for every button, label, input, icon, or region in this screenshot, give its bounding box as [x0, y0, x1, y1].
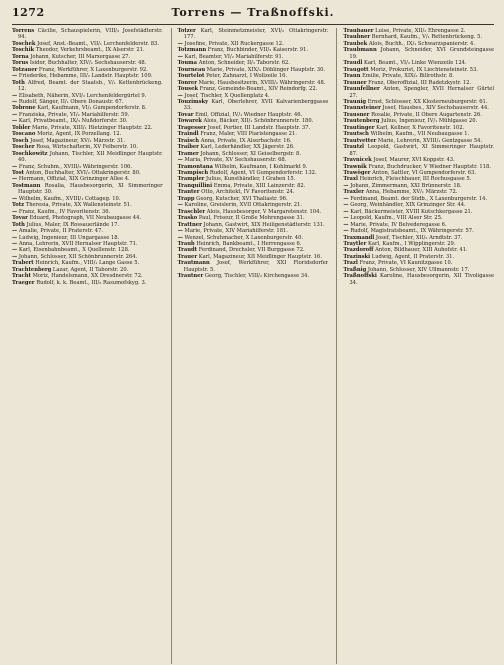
entry-surname: Tovar — [177, 111, 194, 118]
entry-surname: Traytler — [343, 240, 367, 247]
entry-details: Rudolf, k. k. Beamt., III/₃ Rasumofskyg. 3. — [36, 279, 147, 286]
entry-details: Karl, Beamt., VI/₂ Linke Wienzeile 124. — [363, 60, 467, 67]
directory-entry — [12, 80, 163, 93]
entry-surname: — — [12, 73, 18, 80]
entry-surname: Toth — [12, 221, 25, 228]
entry-surname: — — [343, 195, 349, 202]
entry-details: Marie, Hausbesitzerin, XVIII/₂ Währingerstr. 48. — [198, 79, 326, 86]
entry-details: Anton, Sattler, VI Gumpendorferstr. 63. — [372, 169, 477, 176]
entry-surname: Tost — [12, 169, 25, 176]
entry-details: Maria, Private, XV Sechshauserstr. 68. — [184, 157, 287, 164]
entry-details: Bernhard, Kaufm., V/₁ Rettenbrückeng. 5. — [371, 34, 483, 41]
entry-surname: — — [12, 92, 18, 99]
entry-details: Georg, Tischler, VIII/₂ Kirchengasse 34. — [204, 273, 310, 280]
entry-details: Emilie, Private, XIX/₂ Billrothstr. 8. — [362, 73, 454, 80]
entry-surname: — — [343, 228, 349, 235]
entry-surname: Tourtelot — [177, 73, 205, 80]
directory-entry — [12, 280, 163, 286]
entry-details: Franz, Buchdrucker, V Wiedner Hauptstr. 118. — [368, 163, 491, 170]
page-header — [12, 4, 494, 25]
entry-surname: Tousek — [177, 86, 198, 93]
entry-details: Johann, Zimmermann, XXI Brünnerstr. 18. — [350, 182, 462, 189]
entry-details: Ludwig, Agent, II Praterstr. 31. — [371, 253, 455, 260]
entry-surname: — — [12, 208, 18, 215]
entry-surname: Traschler — [177, 208, 206, 215]
entry-surname: Traeger — [12, 279, 35, 286]
entry-details: Marie, Private, XIII/₁ Hietzinger Hauptstr. 22. — [32, 124, 153, 131]
entry-surname: — — [343, 221, 349, 228]
entry-details: Peter, Zahnarzt, I Wollzeile 16. — [206, 73, 288, 80]
directory-entry — [343, 86, 494, 99]
entry-surname: Touma — [177, 60, 198, 67]
entry-surname: Toschek — [12, 40, 36, 47]
entry-surname: Tourneau — [177, 66, 206, 73]
entry-details: Elisabeth, Näherin, XVI/₂ Lerchenfeldergürtel 9. — [18, 92, 147, 99]
entry-details: Marie, Private, XIV Mariahilferstr. 181. — [184, 228, 288, 235]
entry-details: Franz, Werkführer, X Laxenburgerstr. 92. — [38, 66, 148, 73]
entry-details: Ferdinand, Beamt. der Südb., X Laxenburgerstr. 14. — [350, 195, 488, 202]
entry-details: Amalie, Private, II Praterstr. 47. — [18, 228, 104, 235]
entry-surname: Trachtenberg — [12, 266, 52, 273]
entry-surname: Tonrer — [177, 79, 197, 86]
entry-details: Josef, Maurer, XVI Koppstr. 43. — [373, 157, 455, 164]
entry-surname: Traun — [343, 73, 361, 80]
entry-surname: Trautvetter — [343, 137, 377, 144]
entry-details: Heinrich, Bankbeamt., I Herrengasse 6. — [196, 240, 302, 247]
entry-surname: Trautsch — [343, 131, 369, 138]
directory-column-2 — [171, 28, 329, 664]
entry-details: Franz, Buchbinder, VII/₂ Kaiserstr. 91. — [207, 47, 309, 54]
entry-details: Wilhelm, Kaufmann, I Kohlmarkt 9. — [214, 163, 308, 170]
entry-surname: — — [12, 247, 18, 254]
entry-details: Alfred, Beamt. der Staatsb., V/₁ Kettenbrückeng. 12. — [18, 79, 163, 93]
entry-surname: Touzimsky — [177, 98, 209, 105]
entry-surname: Trampler — [177, 176, 205, 183]
entry-details: Leopold, Kaufm., VIII Alser Str. 25. — [350, 215, 443, 222]
entry-details: Alois, Buchh., IX/₁ Schwarzspanierstr. 4. — [368, 40, 476, 47]
directory-entry — [178, 99, 329, 112]
entry-surname: Tranter — [177, 189, 200, 196]
entry-surname: — — [343, 215, 349, 222]
entry-details: Georg, Kutscher, XVI Thaliastr. 96. — [196, 195, 288, 202]
entry-details: Moriz, Agent, IX Porzellang. 12. — [37, 131, 122, 138]
entry-surname: Tobrone — [12, 105, 36, 112]
entry-details: Anton, Schneider, II/₃ Taborstr. 62. — [198, 60, 290, 67]
entry-surname: Travnicek — [343, 157, 372, 164]
entry-details: Josef, Werkführer, XXI Floridsdorfer Hauptstr. 5. — [183, 260, 329, 273]
entry-details: Emil, Offizial, IV/₁ Wiedner Hauptstr. 46. — [195, 111, 303, 118]
entry-surname: Torna — [12, 53, 29, 60]
entry-surname: Totzmann — [177, 47, 207, 54]
entry-details: Karl, Lederhändler, XX Jägerstr. 26. — [200, 144, 295, 151]
entry-surname: Traunsteiner — [343, 105, 381, 112]
entry-details: Julius, Kunsthändler, I Graben 15. — [206, 176, 296, 183]
entry-details: Otto, Architekt, IV Favoritenstr. 24. — [201, 189, 295, 196]
entry-details: Paul, Friseur, II Große Mohrengasse 31. — [198, 215, 305, 222]
entry-surname: Traisch — [177, 137, 200, 144]
entry-details: Anna, Lehrerin, XVII Hernalser Hauptstr. 71. — [18, 240, 138, 247]
entry-surname: Trazinski — [343, 253, 371, 260]
entry-surname: Totzer — [177, 28, 196, 34]
entry-surname: Traubek — [343, 40, 368, 47]
entry-details: Georg, Weinhändler, XIX Grinzinger Str. 44. — [350, 202, 466, 209]
entry-surname: — — [12, 118, 18, 125]
entry-surname: Toschik — [12, 47, 35, 54]
entry-surname: Toth — [12, 79, 25, 86]
running-head: Torrens — Traßnoffski. — [171, 6, 335, 19]
entry-details: Karl, Eisenbahnbeamt., X Quellenstr. 128. — [18, 247, 130, 254]
entry-surname: Trautenberg — [343, 118, 380, 125]
entry-surname: — — [12, 253, 18, 260]
entry-details: Johann, Schlosser, XII Schönbrunnerstr. 264. — [18, 253, 138, 260]
entry-details: Johann, Tischler, XII Meidlinger Hauptstr. 40. — [18, 150, 163, 164]
entry-details: Franz, Schuhm., XVIII/₂ Währingerstr. 106. — [18, 163, 132, 170]
entry-surname: Trawnik — [343, 163, 367, 170]
entry-details: Friederike, Hebamme, III/₂ Landstr. Hauptstr. 109. — [18, 73, 153, 80]
entry-surname: Trapp — [177, 195, 195, 202]
entry-details: Leopold, Gastwirt, XI Simmeringer Hauptstr. 87. — [349, 144, 494, 157]
entry-surname: Trautzl — [343, 144, 365, 151]
entry-details: Karl, Bäckermeister, XVIII Kutschkergasse 21. — [350, 208, 473, 215]
entry-surname: Traxler — [343, 189, 365, 196]
entry-details: Karl, Kaufm., I Wipplingerstr. 29. — [368, 240, 456, 247]
directory-column-1 — [12, 28, 163, 664]
entry-details: Karl, Kellner, X Favoritenstr. 102. — [376, 124, 465, 131]
entry-details: Rosalia, Hausbesorgerin, XI Simmeringer Hauptstr. 30. — [18, 182, 163, 196]
entry-surname: Tracht — [12, 273, 31, 280]
directory-entry — [343, 273, 494, 286]
entry-details: Theodor, Verkehrsbeamt., IX Alserstr. 21. — [35, 47, 145, 54]
entry-details: Josef, Hausbes., XIV Sechshauserstr. 44. — [382, 105, 489, 112]
entry-details: Rosa, Wirtschafterin, XV Felberstr. 10. — [36, 144, 138, 151]
page-number: 1272 — [12, 6, 45, 19]
entry-surname: Tostmann — [12, 182, 41, 189]
entry-details: Karl, Privatbeamt., IX/₃ Nußdorferstr. 30. — [18, 118, 128, 125]
entry-surname: Trautinger — [343, 124, 375, 131]
entry-details: Luise, Private, XII/₂ Ehrengasse 2. — [375, 28, 466, 34]
entry-details: Cäcilie, Schauspielerin, VIII/₃ Josefstädterstr. 94. — [18, 28, 163, 41]
entry-surname: Torus — [12, 60, 29, 67]
entry-details: Franz, Gemeinde-Beamt., XIV Reindorfg. 22. — [199, 86, 318, 93]
entry-surname: — — [343, 202, 349, 209]
entry-surname: Traiber — [177, 144, 199, 151]
entry-details: Anton, Spengler, XVII Hernalser Gürtel 27. — [349, 86, 494, 99]
entry-details: Franz, Kaufm., IV Favoritenstr. 36. — [18, 208, 111, 215]
entry-details: Moriz, Prokurist, IX Liechtensteinstr. 53. — [370, 66, 478, 73]
entry-surname: Traudt — [177, 247, 198, 254]
entry-details: Anton, Buchhalter, XVI/₂ Ottakringerstr. 80. — [25, 169, 141, 176]
directory-entry — [343, 144, 494, 157]
entry-surname: — — [12, 234, 18, 241]
entry-details: Johann, Gastwirt, XIX Heiligenstädterstr. 131. — [203, 221, 325, 228]
entry-surname: — — [343, 182, 349, 189]
entry-surname: Totz — [12, 202, 25, 209]
entry-details: Karl, Kaufmann, VI/₁ Gumpendorferstr. 8. — [37, 105, 147, 112]
entry-surname: Torrens — [12, 28, 35, 34]
entry-details: Franziska, Private, VI/₂ Mariahilferstr. 59. — [18, 111, 130, 118]
entry-details: Julius, Ingenieur, IV/₁ Mühlgasse 20. — [381, 118, 478, 125]
entry-surname: Trauner — [343, 79, 367, 86]
entry-surname: Trabert — [12, 260, 34, 267]
entry-surname: Traub — [177, 240, 195, 247]
entry-details: Moriz, Handelsmann, XX Dresdnerstr. 72. — [32, 273, 143, 280]
entry-details: Eduard, Photograph, VII Neubaugasse 44. — [29, 215, 142, 222]
entry-details: Hermann, Offizial, XIX Grinzinger Allee 4. — [18, 176, 130, 183]
entry-details: Julius, Maler, IX Rossauerlände 17. — [26, 221, 120, 228]
entry-surname: Traudl — [343, 60, 363, 67]
entry-details: Emma, Private, XIII Lainzerstr. 82. — [213, 182, 306, 189]
entry-surname: Traubner — [343, 34, 371, 41]
entry-details: Josef, Anst.-Beamt., VII/₁ Lerchenfelderstr. 83. — [37, 40, 159, 47]
entry-surname: Traxl — [343, 176, 358, 183]
entry-surname: Traugott — [343, 66, 369, 73]
entry-surname: — — [177, 234, 183, 241]
entry-surname: Tovar — [12, 215, 28, 222]
entry-details: Franz, Oberoffizial, III Radetzkystr. 12. — [368, 79, 472, 86]
entry-details: Karl, Magazineur, XII Meidlinger Hauptstr. 16. — [198, 253, 322, 260]
entry-details: Rosalie, Private, II Obere Augartenstr. 26. — [371, 111, 482, 118]
entry-surname: Tramer — [177, 150, 199, 157]
entry-surname: Tosch — [12, 137, 29, 144]
entry-surname: Traubmann — [343, 47, 377, 54]
entry-details: Karl, Oberlehrer, XVII Kalvarienberggasse 33. — [183, 98, 329, 112]
entry-surname: — — [343, 208, 349, 215]
entry-surname: — — [12, 240, 18, 247]
entry-surname: — — [177, 40, 183, 47]
entry-details: Josef, Magazineur, XV/₁ Märzstr. 31. — [30, 137, 126, 144]
directory-entry — [12, 151, 163, 164]
directory-entry — [178, 28, 329, 41]
entry-surname: — — [12, 163, 18, 170]
entry-surname: — — [12, 98, 18, 105]
entry-details: Karl, Steinmetzmeister, XVI/₂ Ottakringerstr. 177. — [183, 28, 329, 41]
entry-details: Wenzel, Schuhmacher, X Laxenburgerstr. 40. — [184, 234, 304, 241]
entry-details: Johann, Schlosser, XIV Ullmannstr. 17. — [367, 266, 470, 273]
directory-entry — [178, 273, 329, 279]
entry-details: Wilhelm, Kaufm., XVIII/₁ Cottageg. 10. — [18, 195, 121, 202]
entry-details: Johann, Schneider, XVI Grundsteingasse 19. — [349, 47, 494, 60]
entry-details: Rudolf, Agent, VI Gumpendorferstr. 132. — [209, 169, 317, 176]
entry-surname: Trasko — [177, 215, 198, 222]
entry-surname: Trauer — [177, 253, 198, 260]
entry-details: Ernst, Schlosser, XX Klosterneuburgerstr. 61. — [367, 98, 488, 105]
entry-details: Alois, Hausbesorger, V Margaretenstr. 104. — [206, 208, 322, 215]
entry-details: Rudolf, Magistratsbeamt., IX Währingerstr. 57. — [350, 228, 474, 235]
entry-surname: Tobler — [12, 124, 31, 131]
entry-surname: Trampisch — [177, 169, 209, 176]
entry-details: Josef, Tischler, X Quellenplatz 4. — [184, 92, 270, 99]
directory-entry — [12, 28, 163, 41]
entry-surname: — — [177, 228, 183, 235]
entry-surname: — — [177, 202, 183, 209]
entry-details: Theresia, Private, XX Wallensteinstr. 51. — [25, 202, 132, 209]
entry-details: Heinrich, Kaufm., VIII/₁ Lange Gasse 5. — [35, 260, 140, 267]
directory-column-3 — [336, 28, 494, 664]
entry-surname: Trazdoroff — [343, 247, 374, 254]
directory-entry — [12, 183, 163, 196]
entry-details: Marie, Private, IV Belvederegasse 6. — [350, 221, 447, 228]
entry-surname: Traßnoffski — [343, 273, 377, 280]
entry-details: Josef, Portier, III Landstr. Hauptstr. 37. — [207, 124, 311, 131]
entry-details: Isidor, Buchhalter, XIV/₁ Sechshauserstr. 48. — [29, 60, 147, 67]
entry-details: Josefine, Private, XII Ruckergasse 12. — [184, 40, 284, 47]
entry-surname: Trautmann — [177, 260, 210, 267]
entry-details: Anna, Hebamme, XV/₁ Märzstr. 72. — [365, 189, 458, 196]
entry-surname: Toscano — [12, 131, 36, 138]
entry-surname: Trausner — [343, 111, 370, 118]
entry-surname: — — [12, 176, 18, 183]
directory-entry — [178, 260, 329, 273]
directory-columns — [12, 28, 494, 664]
entry-surname: — — [177, 92, 183, 99]
entry-details: Johann, Kutscher, III Marxergasse 27. — [30, 53, 131, 60]
entry-details: Karoline, Hausbesorgerin, XII Tivoligasse 34. — [349, 273, 494, 286]
entry-surname: Traxmandl — [343, 234, 375, 241]
entry-surname: Tranquillini — [177, 182, 213, 189]
entry-surname: Traunfellner — [343, 86, 380, 93]
entry-surname: Totzauer — [12, 66, 38, 73]
entry-details: Anna, Private, IX Alserbachstr. 16. — [200, 137, 292, 144]
entry-surname: Trautner — [177, 273, 204, 280]
entry-surname: — — [12, 111, 18, 118]
entry-details: Alois, Bäcker, XII/₁ Schönbrunnerstr. 180. — [203, 118, 314, 125]
entry-surname: — — [12, 195, 18, 202]
entry-details: Marie, Lehrerin, XVIII/₁ Gentzgasse 54. — [377, 137, 483, 144]
entry-details: Ludwig, Ingenieur, III Ungargasse 18. — [18, 234, 120, 241]
entry-surname: Tragesser — [177, 124, 207, 131]
entry-surname: Toschkowitz — [12, 150, 48, 157]
entry-details: Karoline, Greislerin, XVII Ottakringerstr. 21. — [184, 202, 303, 209]
entry-surname: Traunig — [343, 98, 367, 105]
entry-details: Anton, Bildhauer, XIII Auhofstr. 41. — [375, 247, 468, 254]
entry-surname: Toscher — [12, 144, 35, 151]
entry-surname: Traubauer — [343, 28, 374, 34]
entry-details: Marie, Private, XIX/₁ Döblinger Hauptstr. 30. — [206, 66, 326, 73]
entry-details: Ferdinand, Drechsler, VII Burggasse 72. — [198, 247, 305, 254]
entry-surname: Towarek — [177, 118, 202, 125]
entry-details: Franz, Private, VI Kaunitzgasse 10. — [359, 260, 453, 267]
entry-details: Heinrich, Fleischhauer, III Rochusgasse 5. — [359, 176, 472, 183]
entry-details: Lazar, Agent, II Taborstr. 20. — [52, 266, 129, 273]
entry-surname: — — [12, 228, 18, 235]
entry-details: Josef, Tischler, XII/₂ Arndtstr. 37. — [375, 234, 463, 241]
entry-details: Franz, Maler, VIII Piaristengasse 21. — [200, 131, 297, 138]
entry-surname: Tramontana — [177, 163, 213, 170]
entry-surname: — — [177, 53, 183, 60]
entry-details: Karl, Beamter, VI/₂ Mariahilferstr. 91. — [184, 53, 284, 60]
entry-surname: Trawöger — [343, 169, 371, 176]
entry-details: Rudolf, Sänger, II/₁ Obere Donaustr. 67. — [18, 98, 124, 105]
entry-surname: Trattner — [177, 221, 202, 228]
entry-surname: Traindl — [177, 131, 199, 138]
entry-surname: — — [177, 157, 183, 164]
entry-details: Wilhelm, Kaufm., VII Neubaugasse 1. — [370, 131, 470, 138]
entry-surname: Trazl — [343, 260, 358, 267]
directory-entry — [343, 47, 494, 60]
entry-details: Johann, Schlosser, XI Geiselbergstr. 8. — [200, 150, 301, 157]
entry-surname: Traßnig — [343, 266, 367, 273]
